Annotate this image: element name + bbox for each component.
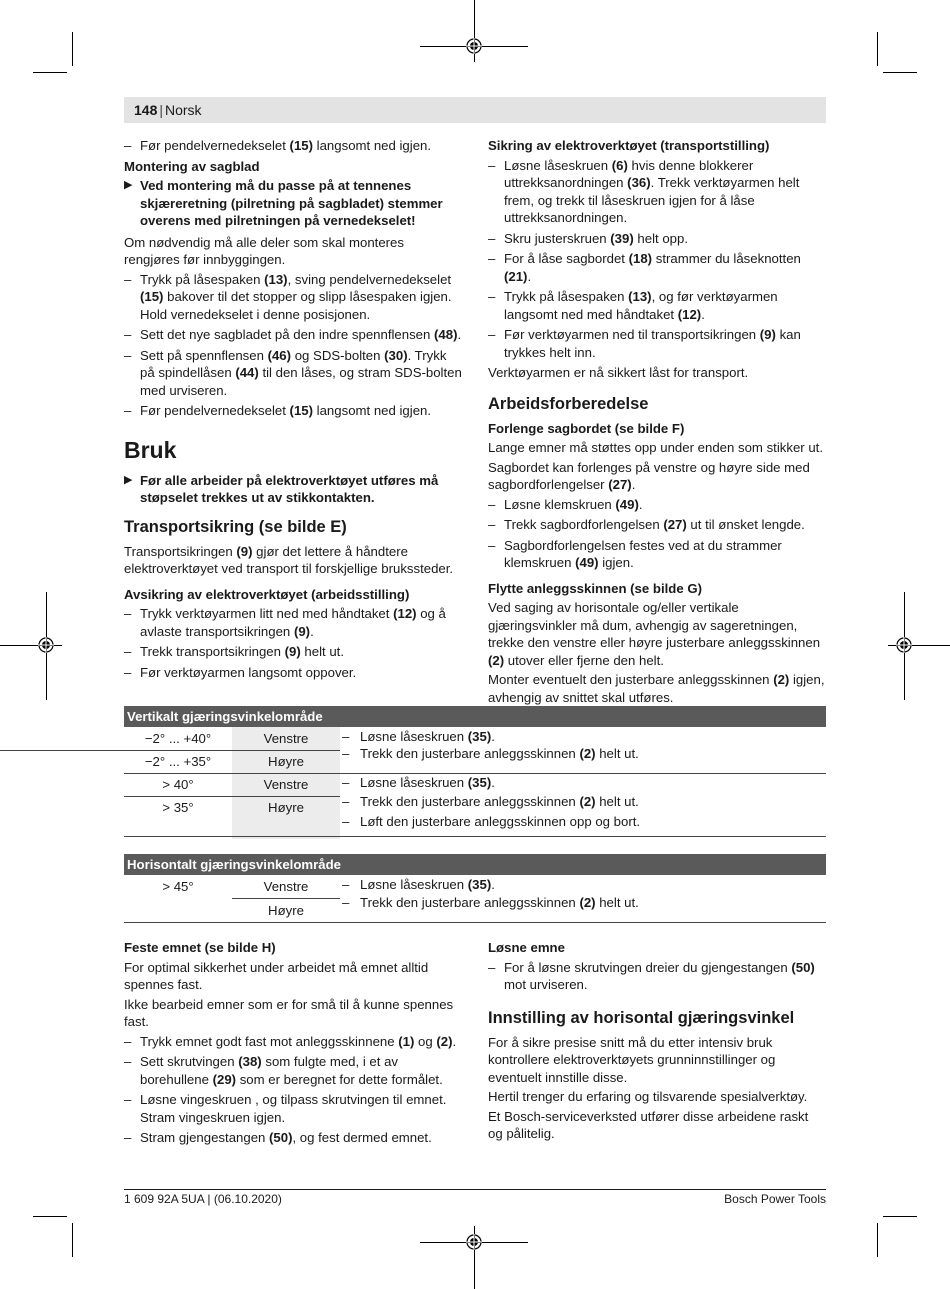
registration-mark-icon [38, 637, 54, 653]
header-text [134, 102, 202, 118]
list-item: – Løft den justerbare anleggsskinnen opp og bort. [342, 814, 641, 829]
side-cell: Høyre [268, 800, 304, 815]
paragraph: Sagbordet kan forlenges på venstre og høyre side med sagbordforlengelser (27). [488, 459, 810, 492]
table-rule [124, 836, 826, 837]
section-subheading: Forlenge sagbordet (se bilde F) [488, 420, 685, 436]
footer-brand: Bosch Power Tools [724, 1192, 826, 1206]
crop-mark [33, 1216, 67, 1217]
table-header: Horisontalt gjæringsvinkelområde [124, 854, 826, 875]
left-column [124, 137, 462, 684]
list-item: – Trekk den justerbare anleggsskinnen (2) helt ut. [342, 895, 639, 910]
list-item: – Trekk den justerbare anleggsskinnen (2) helt ut. [342, 746, 639, 761]
list-item: – Trykk på låsespaken (13), sving pendelvernedekselet (15) bakover til det stopper og slipp låsespaken igjen. Hold vernedekselet i denne posisjonen. [124, 271, 452, 322]
page-header [124, 97, 826, 123]
registration-mark-icon [466, 38, 482, 54]
angle-cell: > 45° [162, 879, 194, 894]
warning-arrow-icon: ▶ [124, 473, 133, 486]
table-row [124, 796, 826, 839]
table-rule [232, 898, 340, 899]
list-item: – Trekk transportsikringen (9) helt ut. [124, 644, 345, 659]
list-item: – Trykk verktøyarmen litt ned med håndtaket (12) og å avlaste transportsikringen (9). [124, 606, 446, 639]
section-heading: Transportsikring (se bilde E) [124, 517, 347, 536]
list-item: – Før verktøyarmen ned til transportsikringen (9) kan trykkes helt inn. [488, 327, 801, 360]
list-item: – Løsne klemskruen (49). [488, 496, 643, 512]
angle-cell: −2° ... +40° [144, 731, 212, 746]
list-item: – Trekk den justerbare anleggsskinnen (2) helt ut. [342, 794, 639, 809]
table-row [124, 895, 826, 921]
section-subheading: Avsikring av elektroverktøyet (arbeidsstilling) [124, 586, 410, 602]
registration-mark-icon [896, 637, 912, 653]
side-cell: Høyre [268, 903, 304, 918]
list-item: – Trekk sagbordforlengelsen (27) ut til ønsket lengde. [488, 517, 805, 532]
page-number: 148 [134, 102, 158, 118]
header-separator: | [159, 102, 163, 118]
paragraph: Monter eventuelt den justerbare anleggsskinnen (2) igjen, avhengig av snittet skal utføres. [488, 672, 825, 705]
list-item: – Sett det nye sagbladet på den indre spennflensen (48). [124, 327, 462, 342]
list-item: – Trykk på låsespaken (13), og før verktøyarmen langsomt ned med håndtaket (12). [488, 289, 778, 322]
side-cell: Høyre [268, 754, 304, 769]
list-item: – Trykk emnet godt fast mot anleggsskinnene (1) og (2). [124, 1033, 457, 1049]
bottom-left-column [124, 939, 462, 1150]
registration-mark-icon [466, 1234, 482, 1250]
angle-cell: −2° ... +35° [144, 754, 212, 769]
list-item: – Før verktøyarmen langsomt oppover. [124, 664, 357, 680]
list-item: – Før pendelvernedekselet (15) langsomt ned igjen. [124, 403, 432, 418]
section-subheading: Sikring av elektroverktøyet (transportstilling) [488, 138, 770, 153]
list-item: – Løsne låseskruen (6) hvis denne blokkerer uttrekksanordningen (36). Trekk verktøyarmen helt frem, og trekk til låseskruen igjen for å låse uttrekksanordningen. [488, 157, 800, 225]
table-rule [124, 773, 826, 774]
crop-mark [877, 1223, 878, 1257]
list-item: – Løsne låseskruen (35). [342, 877, 495, 892]
paragraph: Verktøyarmen er nå sikkert låst for transport. [488, 365, 749, 380]
paragraph: For å sikre presise snitt må du etter intensiv bruk kontrollere elektroverktøyets grunninnstillinger og eventuelt innstille disse. [488, 1034, 776, 1085]
crop-mark [883, 72, 917, 73]
paragraph: Et Bosch-serviceverksted utfører disse arbeidene raskt og pålitelig. [488, 1108, 809, 1141]
list-item: – Løsne låseskruen (35). [342, 729, 495, 744]
section-subheading: Feste emnet (se bilde H) [124, 940, 276, 955]
list-item: – For å løsne skrutvingen dreier du gjengestangen (50) mot urviseren. [488, 959, 815, 992]
paragraph: For optimal sikkerhet under arbeidet må emnet alltid spennes fast. [124, 959, 429, 992]
section-heading: Innstilling av horisontal gjæringsvinkel [488, 1008, 795, 1027]
side-cell: Venstre [263, 731, 309, 746]
paragraph: Transportsikringen (9) gjør det lettere å håndtere elektroverktøyet ved transport til forskjellige brukssteder. [124, 543, 454, 576]
crop-mark [72, 1223, 73, 1257]
warning-text: ▶ Før alle arbeider på elektroverktøyet utføres må støpselet trekkes ut av stikkontakten. [124, 472, 439, 505]
list-item: – Sagbordforlengelsen festes ved at du strammer klemskruen (49) igjen. [488, 537, 782, 570]
footer-document-id: 1 609 92A 5UA | (06.10.2020) [124, 1192, 282, 1206]
table-row [124, 746, 826, 773]
list-item: – For å låse sagbordet (18) strammer du låseknotten (21). [488, 251, 801, 284]
crop-mark [33, 72, 67, 73]
crop-mark [883, 1216, 917, 1217]
header-language: Norsk [165, 102, 202, 118]
right-column [488, 137, 826, 708]
section-heading: Arbeidsforberedelse [488, 394, 649, 413]
list-item: – Løsne låseskruen (35). [342, 775, 495, 790]
side-cell: Venstre [263, 777, 309, 792]
section-subheading: Flytte anleggsskinnen (se bilde G) [488, 580, 702, 596]
angle-cell: > 40° [162, 777, 194, 792]
list-item: – Sett på spennflensen (46) og SDS-bolten (30). Trykk på spindellåsen (44) til den låses, og stram SDS-bolten med urviseren. [124, 347, 462, 398]
table-rule [124, 922, 826, 923]
list-item: – Sett skrutvingen (38) som fulgte med, i et av borehullene (29) som er beregnet for dette formålet. [124, 1054, 443, 1087]
table-rule [124, 796, 340, 797]
table-header: Vertikalt gjæringsvinkelområde [124, 706, 826, 727]
footer-rule [124, 1189, 826, 1190]
list-item: – Før pendelvernedekselet (15) langsomt ned igjen. [124, 138, 432, 153]
paragraph: Hertil trenger du erfaring og tilsvarende spesialverktøy. [488, 1089, 808, 1104]
paragraph: Lange emner må støttes opp under enden som stikker ut. [488, 440, 823, 455]
angle-cell: > 35° [162, 800, 194, 815]
crop-mark [877, 32, 878, 66]
section-subheading: Løsne emne [488, 940, 565, 955]
section-subheading: Montering av sagblad [124, 158, 260, 174]
warning-text: ▶ Ved montering må du passe på at tennenes skjæreretning (pilretning på sagbladet) stemmer overens med pilretningen på vernedekselet! [124, 178, 443, 228]
list-item: – Løsne vingeskruen , og tilpass skrutvingen til emnet. Stram vingeskruen igjen. [124, 1092, 447, 1125]
side-cell: Venstre [263, 879, 309, 894]
list-item: – Stram gjengestangen (50), og fest dermed emnet. [124, 1130, 432, 1145]
list-item: – Skru justerskruen (39) helt opp. [488, 230, 688, 246]
paragraph: Om nødvendig må alle deler som skal monteres rengjøres før innbyggingen. [124, 234, 404, 267]
bottom-right-column [488, 939, 826, 1145]
crop-mark [72, 32, 73, 66]
horizontal-miter-table [124, 854, 826, 921]
chapter-heading: Bruk [124, 436, 177, 463]
warning-arrow-icon: ▶ [124, 179, 133, 191]
paragraph: Ved saging av horisontale og/eller vertikale gjæringsvinkler må dum, avhengig av sageretningen, trekke den venstre eller høyre justerbare anleggsskinnen (2) utover eller fjerne den helt. [488, 600, 821, 668]
table-rule [124, 750, 340, 751]
paragraph: Ikke bearbeid emner som er for små til å kunne spennes fast. [124, 996, 454, 1029]
